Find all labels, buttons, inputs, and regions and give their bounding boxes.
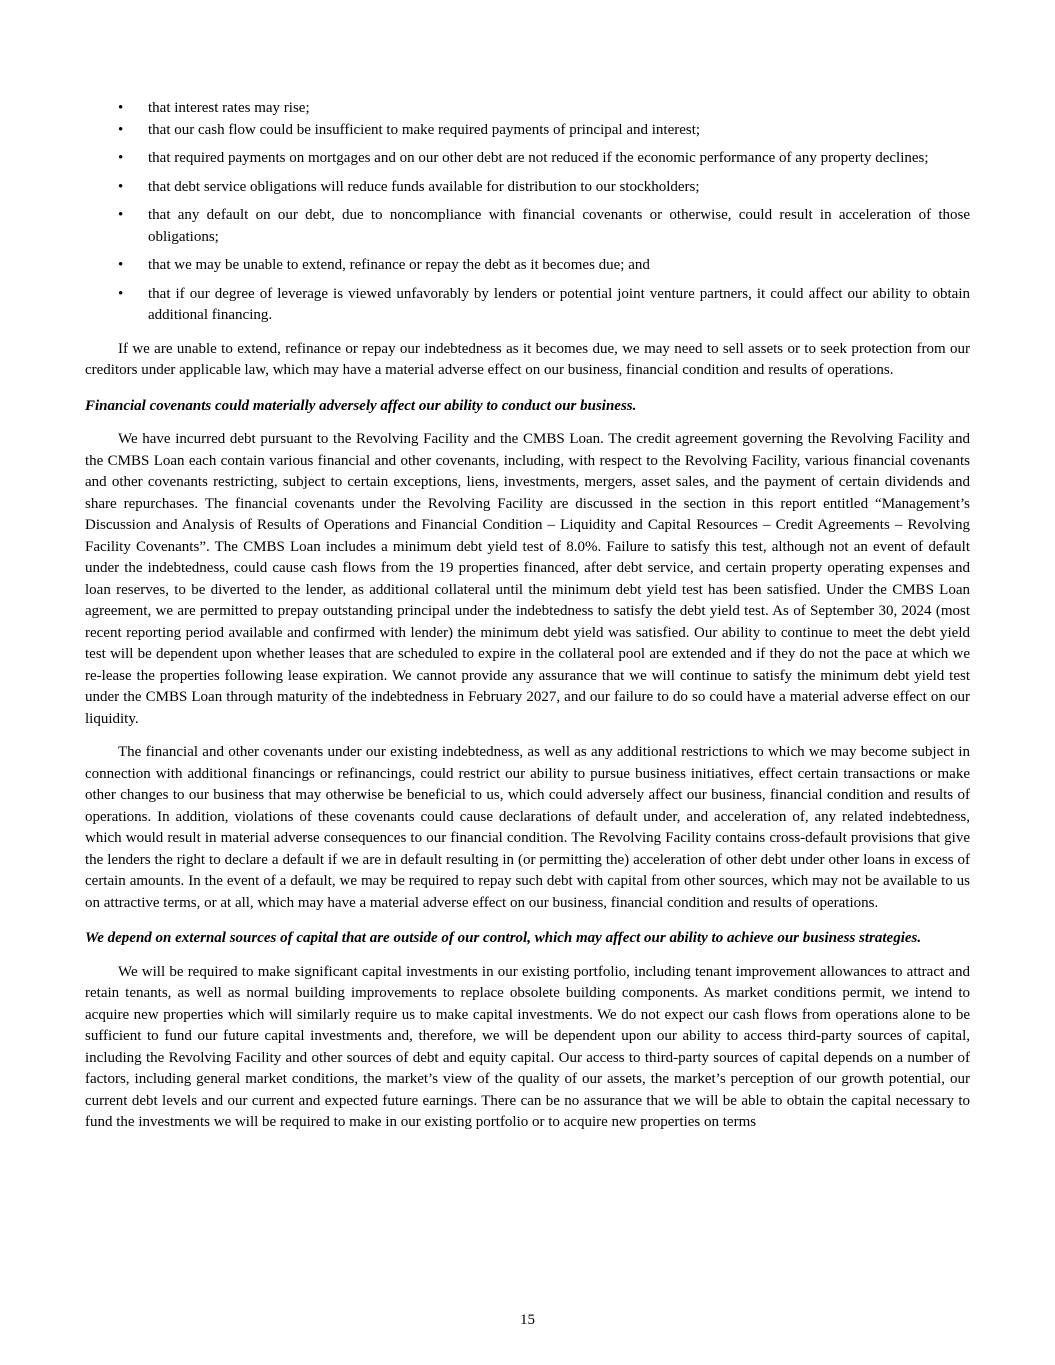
bullet-icon: • (118, 121, 124, 138)
bullet-text: that debt service obligations will reduce funds available for distribution to our stockholders; (148, 178, 700, 195)
paragraph-capital-investments: We will be required to make significant capital investments in our existing portfolio, including tenant improvement allowances to attract and retain tenants, as well as normal building improvements to replace obsolete building components. As market conditions permit, we intend to acquire new properties which will similarly require us to make capital investments. We do not expect our cash flows from operations alone to be sufficient to fund our future capital investments and, therefore, we will be dependent upon our ability to access third-party sources of capital, including the Revolving Facility and other sources of debt and equity capital. Our access to third-party sources of capital depends on a number of factors, including general market conditions, the market’s view of the quality of our assets, the market’s perception of our growth potential, our current debt levels and our current and expected future earnings. There can be no assurance that we will be able to obtain the capital necessary to fund the investments we will be required to make in our existing portfolio or to acquire new properties on terms (85, 963, 970, 1130)
list-item (85, 205, 970, 248)
bullet-text: that interest rates may rise; (148, 100, 310, 116)
bullet-text: that our cash flow could be insufficient to make required payments of principal and interest; (148, 121, 701, 138)
bullet-icon: • (118, 207, 124, 223)
bullet-text: that required payments on mortgages and on our other debt are not reduced if the economic performance of any property declines; (148, 150, 929, 166)
bullet-text: that any default on our debt, due to noncompliance with financial covenants or otherwise, could result in acceleration of those obligations; (148, 207, 970, 245)
list-item (85, 255, 970, 277)
paragraph-covenants-restrictions: The financial and other covenants under our existing indebtedness, as well as any additional restrictions to which we may become subject in connection with additional financings or refinancings, could restrict our ability to pursue business initiatives, effect certain transactions or make other changes to our business that may otherwise be beneficial to us, which could adversely affect our business, financial condition and results of operations. In addition, violations of these covenants could cause declarations of default under, and acceleration of, any related indebtedness, which would result in material adverse consequences to our financial condition. The Revolving Facility contains cross-default provisions that give the lenders the right to declare a default if we are in default resulting in (or permitting the) acceleration of other debt under other loans in excess of certain amounts. In the event of a default, we may be required to repay such debt with capital from other sources, which may not be available to us on attractive terms, or at all, which may have a material adverse effect on our business, financial condition and results of operations. (85, 744, 970, 911)
list-item (85, 284, 970, 327)
bullet-text: that if our degree of leverage is viewed unfavorably by lenders or potential joint venture partners, it could affect our ability to obtain additional financing. (148, 285, 970, 323)
list-item (85, 98, 970, 120)
paragraph-incurred-debt: We have incurred debt pursuant to the Revolving Facility and the CMBS Loan. The credit agreement governing the Revolving Facility and the CMBS Loan each contain various financial and other covenants, including, with respect to the Revolving Facility, various financial covenants and other covenants restricting, subject to certain exceptions, liens, investments, mergers, asset sales, and the payment of certain dividends and share repurchases. The financial covenants under the Revolving Facility are discussed in the section in this report entitled “Management’s Discussion and Analysis of Results of Operations and Financial Condition – Liquidity and Capital Resources – Credit Agreements – Revolving Facility Covenants”. The CMBS Loan includes a minimum debt yield test of 8.0%. Failure to satisfy this test, although not an event of default under the indebtedness, could cause cash flows from the 19 properties financed, after debt service, and certain property operating expenses and loan reserves, to be diverted to the lender, as additional collateral until the minimum debt yield test has been satisfied. Under the CMBS Loan agreement, we are permitted to prepay outstanding principal under the indebtedness to satisfy the debt yield test. As of September 30, 2024 (most recent reporting period available and confirmed with lender) the minimum debt yield was satisfied. Our ability to continue to meet the debt yield test will be dependent upon whether leases that are scheduled to expire in the collateral pool are extended and if they do not the pace at which we re-lease the properties following lease expiration. We cannot provide any assurance that we will continue to satisfy the minimum debt yield test under the CMBS Loan through maturity of the indebtedness in February 2027, and our failure to do so could have a material adverse effect on our liquidity. (85, 431, 970, 727)
bullet-icon: • (118, 100, 124, 116)
bullet-text: that we may be unable to extend, refinance or repay the debt as it becomes due; and (148, 257, 650, 273)
paragraph-unable-to-extend: If we are unable to extend, refinance or repay our indebtedness as it becomes due, we may need to sell assets or to seek protection from our creditors under applicable law, which may have a material adverse effect on our business, financial condition and results of operations. (85, 340, 970, 378)
list-item (85, 120, 970, 142)
list-item (85, 177, 970, 199)
heading-financial-covenants: Financial covenants could materially adversely affect our ability to conduct our business. (85, 397, 637, 414)
bullet-icon: • (118, 178, 124, 195)
list-item (85, 148, 970, 170)
heading-external-capital: We depend on external sources of capital that are outside of our control, which may affect our ability to achieve our business strategies. (85, 930, 922, 946)
bullet-icon: • (118, 257, 124, 273)
page-number: 15 (520, 1311, 535, 1328)
risk-bullet-list (85, 98, 970, 327)
bullet-icon: • (118, 285, 124, 302)
bullet-icon: • (118, 150, 124, 166)
